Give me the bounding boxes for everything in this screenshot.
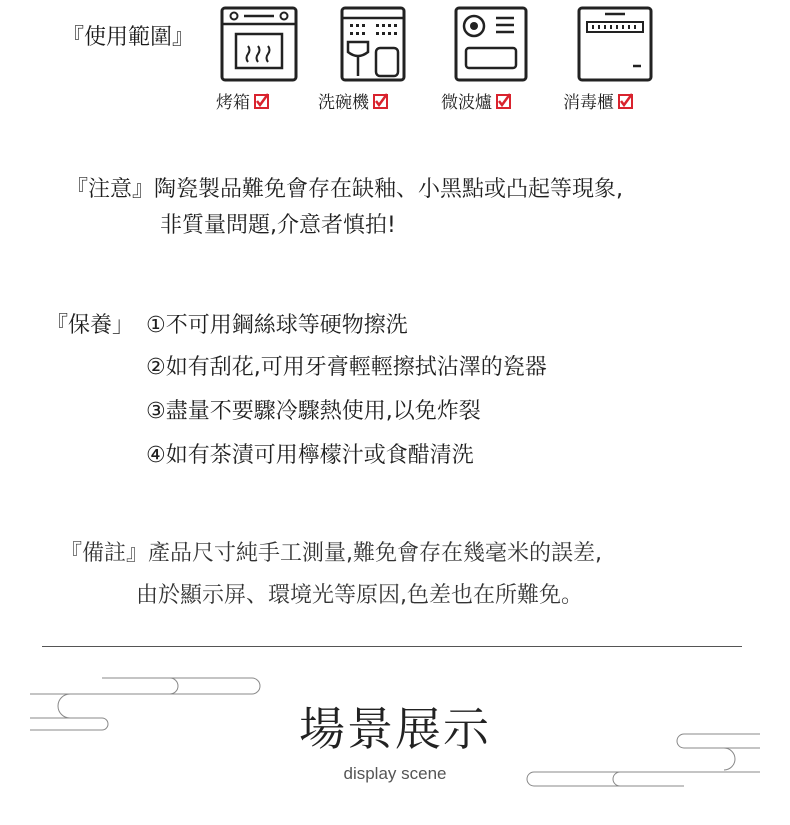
usage-item-microwave (441, 88, 512, 113)
scene-subtitle: display scene (343, 764, 447, 783)
care-label: 『保養」 (46, 313, 135, 338)
notice-line-1: 『注意』陶瓷製品難免會存在缺釉、小黑點或凸起等現象, (66, 177, 623, 202)
sterilizer-cabinet-icon (575, 4, 655, 84)
oven-icon (218, 4, 300, 84)
care-item: ④如有茶漬可用檸檬汁或食醋清洗 (146, 443, 474, 468)
usage-item-label: 洗碗機 (318, 93, 369, 113)
dishwasher-icon (338, 4, 408, 84)
usage-item-dishwasher (318, 88, 389, 113)
scene-title: 場景展示 (299, 702, 491, 756)
usage-item-oven (216, 88, 270, 113)
microwave-icon (452, 4, 530, 84)
checked-box-icon (618, 93, 634, 109)
checked-box-icon (373, 93, 389, 109)
usage-label: 『使用範圍』 (62, 25, 195, 50)
remark-line-2: 由於顯示屏、環境光等原因,色差也在所難免。 (136, 583, 583, 608)
care-item: ①不可用鋼絲球等硬物擦洗 (146, 313, 408, 338)
checked-box-icon (496, 93, 512, 109)
section-divider (42, 646, 742, 647)
usage-item-label: 烤箱 (216, 93, 250, 113)
checked-box-icon (254, 93, 270, 109)
care-item: ③盡量不要驟冷驟熱使用,以免炸裂 (146, 399, 481, 424)
usage-item-label: 微波爐 (441, 93, 492, 113)
care-item: ②如有刮花,可用牙膏輕輕擦拭沾澤的瓷器 (146, 355, 547, 380)
remark-line-1: 『備註』產品尺寸純手工測量,難免會存在幾毫米的誤差, (60, 541, 602, 566)
usage-item-sterilizer (563, 88, 634, 113)
usage-item-label: 消毒櫃 (563, 93, 614, 113)
notice-line-2: 非質量問題,介意者慎拍! (160, 213, 396, 238)
